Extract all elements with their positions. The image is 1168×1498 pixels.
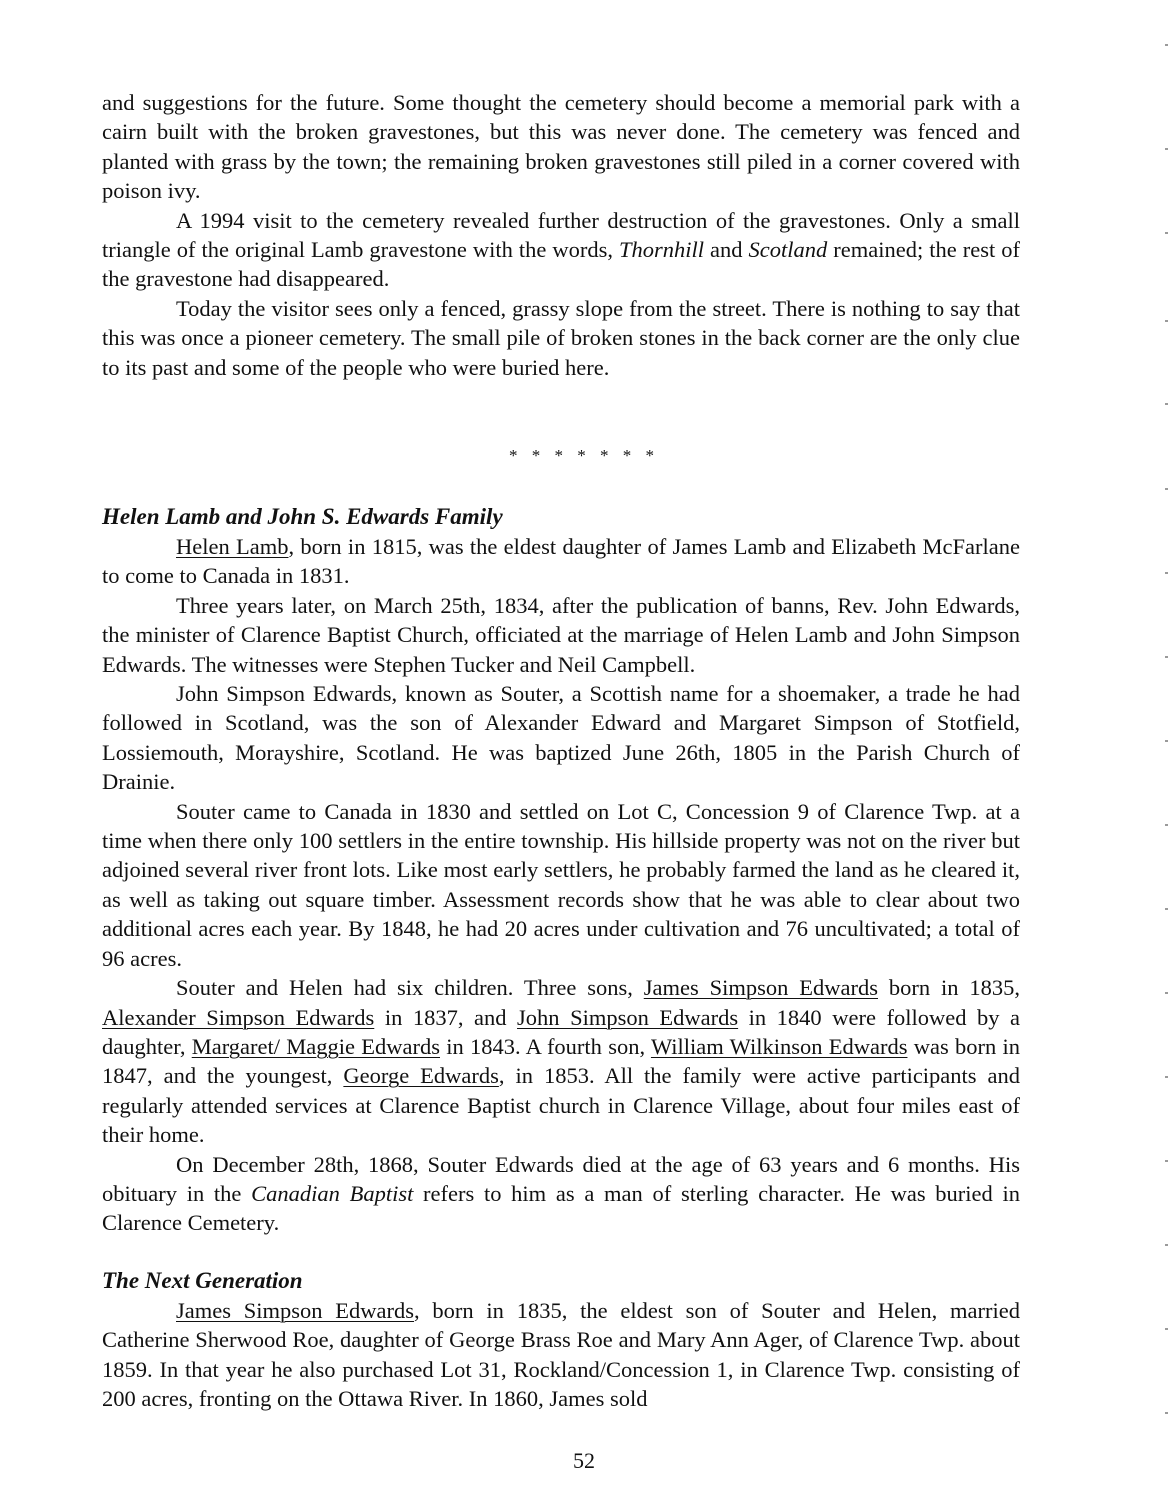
paragraph-settlement: Souter came to Canada in 1830 and settled on Lot C, Concession 9 of Clarence Twp. at a time when there only 100 settlers in the entire township. His hillside property was not on the river but adjoined several river front lots. Like most early settlers, he probably farmed the land as he cleared it, as well as taking out square timber. Assessment records show that he was able to clear about two additional acres each year. By 1848, he had 20 acres under cultivation and 76 uncultivated; a total of 96 acres. (102, 798, 1020, 971)
text-run: in 1837, and (374, 1004, 518, 1030)
paragraph-helen-lamb (102, 532, 1020, 591)
paragraph-cemetery-future: and suggestions for the future. Some thought the cemetery should become a memorial park with a cairn built with the broken gravestones, but this was never done. The cemetery was fenced and planted with grass by the town; the remaining broken gravestones still piled in a corner covered with poison ivy. (102, 90, 1020, 204)
name-james-simpson-edwards: James Simpson Edwards (176, 1298, 415, 1323)
text-run: , born in 1815, was the eldest daughter of James Lamb and Elizabeth McFarlane to come to Canada in 1831. (102, 534, 1020, 589)
paragraph-souter-origin: John Simpson Edwards, known as Souter, a Scottish name for a shoemaker, a trade he had followed in Scotland, was the son of Alexander Edward and Margaret Simpson of Stotfield, Lossiemouth, Morayshire, Scotland. He was baptized June 26th, 1805 in the Parish Church of Drainie. (102, 681, 1020, 795)
name-margaret: Margaret/ Maggie Edwards (191, 1033, 440, 1059)
paragraph-james-simpson (102, 1296, 1020, 1414)
text-run: in 1843. A fourth son, (440, 1033, 651, 1059)
name-william: William Wilkinson Edwards (650, 1033, 908, 1059)
paragraph-death (102, 1150, 1020, 1238)
text-run: Souter and Helen had six children. Three sons, (176, 975, 644, 1001)
name-john: John Simpson Edwards (517, 1004, 739, 1030)
text-run: in 1840 were followed by a daughter, (102, 1004, 1020, 1059)
text-run: was born in 1847, and the youngest, (102, 1033, 1020, 1089)
name-james: James Simpson Edwards (643, 975, 878, 1001)
text-run: On December 28th, 1868, Souter Edwards died at the age of 63 years and 6 months. His obituary in the (102, 1151, 1020, 1206)
paragraph-today: Today the visitor sees only a fenced, grassy slope from the street. There is nothing to say that this was once a pioneer cemetery. The small pile of broken stones in the back corner are the only clue to its past and some of the people who were buried here. (102, 295, 1020, 380)
text-run: , born in 1835, the eldest son of Souter and Helen, married Catherine Sherwood Roe, daughter of George Brass Roe and Mary Ann Ager, of Clarence Twp. about 1859. In that year he also purchased Lot 31, Rockland/Concession 1, in Clarence Twp. consisting of 200 acres, fronting on the Ottawa River. In 1860, James sold (102, 1298, 1020, 1412)
text-run: and (704, 237, 749, 263)
section-lamb-edwards (102, 532, 1020, 1238)
italic-thornhill: Thornhill (619, 237, 705, 263)
text-run: A 1994 visit to the cemetery revealed further destruction of the gravestones. Only a small triangle of the original Lamb gravestone with the words, (102, 207, 1020, 263)
italic-scotland: Scotland (748, 237, 828, 263)
section-next-generation (102, 1296, 1020, 1414)
name-george: George Edwards (343, 1063, 499, 1089)
name-alexander: Alexander Simpson Edwards (102, 1004, 375, 1030)
section-divider: * * * * * * * (509, 446, 659, 465)
heading-next-generation: The Next Generation (102, 1268, 303, 1293)
text-run: remained; the rest of the gravestone had disappeared. (102, 237, 1020, 292)
heading-lamb-edwards-family: Helen Lamb and John S. Edwards Family (102, 504, 503, 529)
page-number: 52 (573, 1448, 595, 1473)
text-run: refers to him as a man of sterling character. He was buried in Clarence Cemetery. (102, 1180, 1021, 1236)
italic-canadian-baptist: Canadian Baptist (251, 1180, 414, 1206)
paragraph-marriage: Three years later, on March 25th, 1834, after the publication of banns, Rev. John Edwards, the minister of Clarence Baptist Church, officiated at the marriage of Helen Lamb and John Simpson Edwards. The witnesses were Stephen Tucker and Neil Campbell. (102, 592, 1020, 677)
paragraph-children (102, 973, 1020, 1149)
paragraph-1994-visit (102, 206, 1020, 294)
intro-text (102, 88, 1020, 382)
text-run: , in 1853. All the family were active participants and regularly attended services at Clarence Baptist church in Clarence Village, about four miles east of their home. (102, 1063, 1021, 1148)
text-run: born in 1835, (878, 975, 1020, 1001)
name-helen-lamb: Helen Lamb (176, 534, 289, 559)
